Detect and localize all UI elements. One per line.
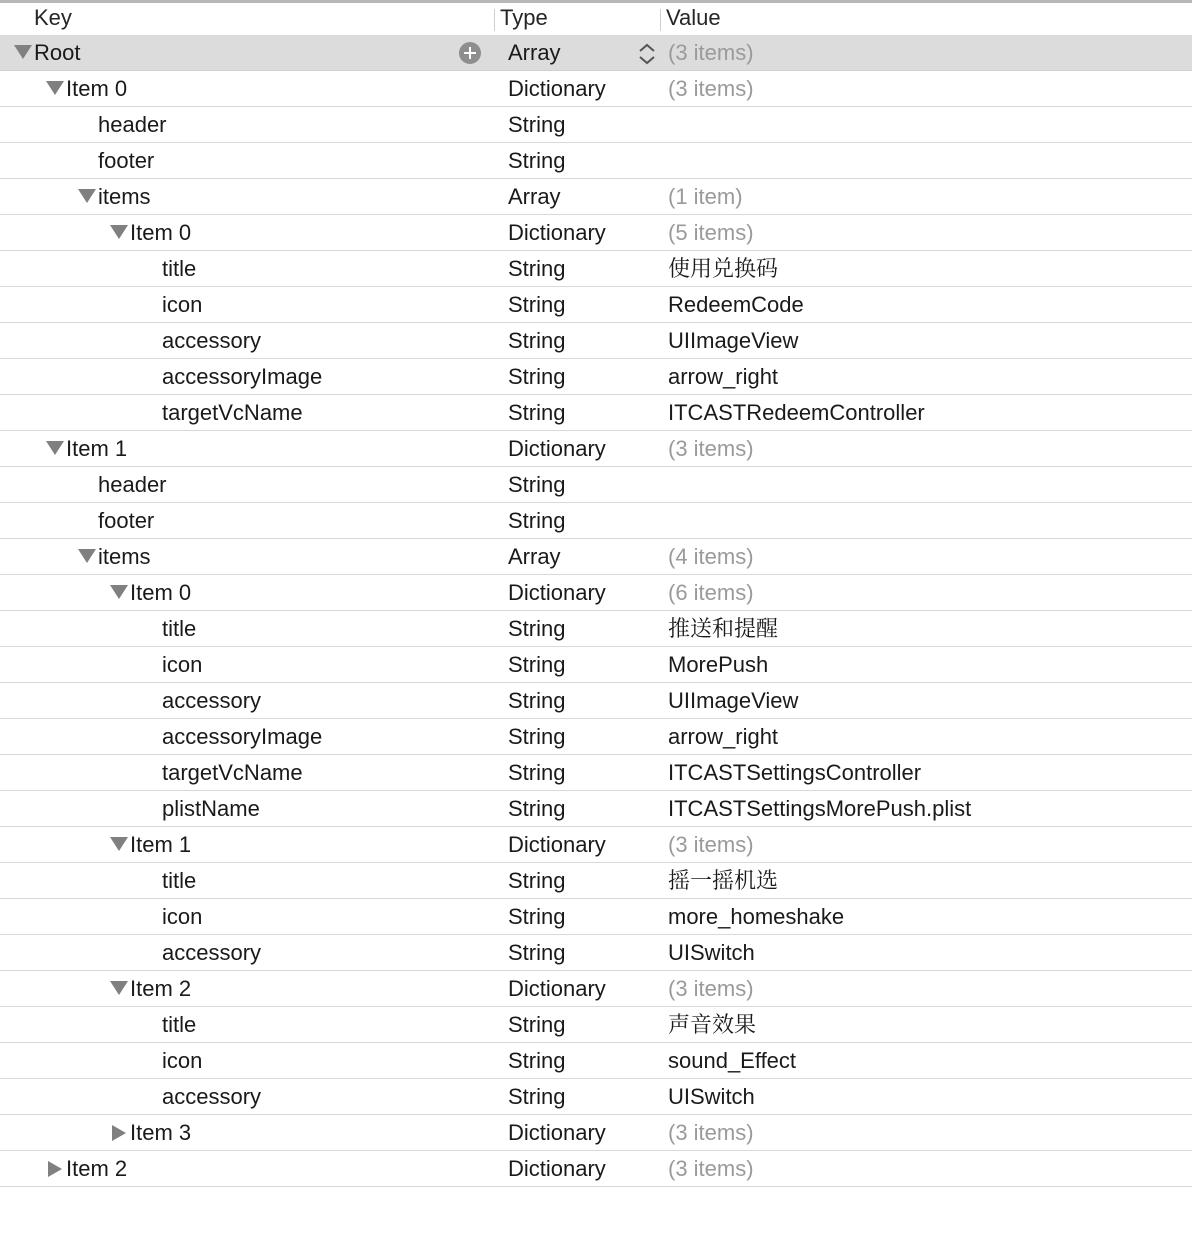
plist-row[interactable] [0,935,1192,971]
row-type[interactable]: String [508,1084,566,1109]
row-value[interactable]: arrow_right [668,364,779,389]
row-value[interactable]: 使用兑换码 [668,256,779,281]
row-value[interactable]: 推送和提醒 [668,616,779,641]
row-type[interactable]: Dictionary [508,1156,606,1181]
row-key[interactable]: accessoryImage [162,364,323,389]
row-value[interactable]: ITCASTRedeemController [668,400,925,425]
plist-row[interactable] [0,71,1192,107]
row-key[interactable]: accessory [162,940,262,965]
row-key[interactable]: Item 2 [66,1156,128,1181]
row-type[interactable]: String [508,256,566,281]
disclosure-triangle-open-icon[interactable] [78,179,96,214]
row-type[interactable]: Array [508,544,561,569]
row-type[interactable]: Dictionary [508,832,606,857]
row-type[interactable]: String [508,1012,566,1037]
plist-row[interactable] [0,1115,1192,1151]
row-value[interactable]: (1 item) [668,184,743,209]
value-column-header[interactable]: Value [666,5,721,30]
row-key[interactable]: accessoryImage [162,724,323,749]
row-value[interactable]: (3 items) [668,40,754,65]
row-type[interactable]: String [508,112,566,137]
plist-row[interactable] [0,791,1192,827]
row-value[interactable]: RedeemCode [668,292,804,317]
row-value[interactable]: (3 items) [668,436,754,461]
row-key[interactable]: title [162,256,197,281]
row-value[interactable]: UIImageView [668,688,799,713]
row-key[interactable]: targetVcName [162,400,303,425]
row-key[interactable]: items [98,544,151,569]
row-value[interactable]: (4 items) [668,544,754,569]
row-value[interactable]: (3 items) [668,976,754,1001]
disclosure-triangle-open-icon[interactable] [14,35,32,70]
row-value[interactable]: 声音效果 [668,1012,757,1037]
row-type[interactable]: String [508,724,566,749]
row-type[interactable]: String [508,760,566,785]
plist-row[interactable] [0,719,1192,755]
row-value[interactable]: UISwitch [668,1084,755,1109]
row-type[interactable]: String [508,328,566,353]
plist-row[interactable] [0,323,1192,359]
disclosure-triangle-open-icon[interactable] [46,71,64,106]
plist-row[interactable] [0,35,1192,71]
plist-outline [0,35,1192,1187]
row-key[interactable]: targetVcName [162,760,303,785]
row-value[interactable]: MorePush [668,652,769,677]
row-key[interactable]: header [98,112,167,137]
row-type[interactable]: String [508,1048,566,1073]
plist-row[interactable] [0,827,1192,863]
plist-row[interactable] [0,1007,1192,1043]
disclosure-triangle-open-icon[interactable] [46,431,64,466]
row-key[interactable]: Item 1 [130,832,192,857]
row-key[interactable]: Item 1 [66,436,128,461]
plist-row[interactable] [0,179,1192,215]
row-key[interactable]: icon [162,292,203,317]
disclosure-triangle-open-icon[interactable] [110,971,128,1006]
row-key[interactable]: Item 0 [130,580,192,605]
row-value[interactable]: (3 items) [668,1156,754,1181]
row-key[interactable]: Root [34,40,81,65]
row-key[interactable]: footer [98,148,155,173]
plist-row[interactable] [0,395,1192,431]
row-type[interactable]: String [508,652,566,677]
type-column-header[interactable]: Type [500,5,548,30]
row-type[interactable]: String [508,292,566,317]
row-key[interactable]: Item 0 [66,76,128,101]
row-key[interactable]: header [98,472,167,497]
row-value[interactable]: sound_Effect [668,1048,797,1073]
column-divider[interactable] [494,9,495,31]
plist-row[interactable] [0,467,1192,503]
disclosure-triangle-open-icon[interactable] [110,827,128,862]
type-popup-chevron-icon[interactable] [637,41,657,65]
row-value[interactable]: more_homeshake [668,904,845,929]
row-type[interactable]: Dictionary [508,220,606,245]
disclosure-triangle-open-icon[interactable] [78,539,96,574]
plist-row[interactable] [0,755,1192,791]
row-key[interactable]: accessory [162,688,262,713]
plist-row[interactable] [0,251,1192,287]
add-item-icon[interactable] [459,42,481,64]
row-type[interactable]: Dictionary [508,580,606,605]
row-key[interactable]: Item 3 [130,1120,192,1145]
plist-row[interactable] [0,971,1192,1007]
key-column-header[interactable]: Key [34,5,72,30]
row-key[interactable]: Item 0 [130,220,192,245]
disclosure-triangle-open-icon[interactable] [110,575,128,610]
row-value[interactable]: (3 items) [668,832,754,857]
plist-row[interactable] [0,1079,1192,1115]
plist-row[interactable] [0,287,1192,323]
plist-row[interactable] [0,143,1192,179]
row-value[interactable]: UISwitch [668,940,755,965]
row-value[interactable]: (5 items) [668,220,754,245]
row-value[interactable]: (3 items) [668,76,754,101]
row-type[interactable]: Dictionary [508,976,606,1001]
row-value[interactable]: (3 items) [668,1120,754,1145]
plist-row[interactable] [0,647,1192,683]
row-type[interactable]: String [508,868,566,893]
plist-row[interactable] [0,683,1192,719]
row-value[interactable]: ITCASTSettingsController [668,760,922,785]
plist-row[interactable] [0,107,1192,143]
plist-row[interactable] [0,899,1192,935]
disclosure-triangle-closed-icon[interactable] [110,1115,128,1150]
row-type[interactable]: Array [508,184,561,209]
row-key[interactable]: accessory [162,1084,262,1109]
row-value[interactable]: (6 items) [668,580,754,605]
row-type[interactable]: String [508,796,566,821]
row-key[interactable]: plistName [162,796,260,821]
row-type[interactable]: String [508,148,566,173]
row-type[interactable]: Dictionary [508,1120,606,1145]
plist-row[interactable] [0,503,1192,539]
row-type[interactable]: String [508,688,566,713]
row-type[interactable]: Dictionary [508,76,606,101]
row-value[interactable]: 摇一摇机选 [668,868,779,893]
row-type[interactable]: String [508,508,566,533]
row-key[interactable]: icon [162,904,203,929]
row-value[interactable]: UIImageView [668,328,799,353]
row-key[interactable]: title [162,868,197,893]
column-divider[interactable] [660,9,661,31]
column-header-bar [0,3,1192,35]
row-type[interactable]: String [508,904,566,929]
row-key[interactable]: icon [162,1048,203,1073]
plist-row[interactable] [0,1043,1192,1079]
plist-row[interactable] [0,215,1192,251]
row-type[interactable]: String [508,616,566,641]
plist-row[interactable] [0,359,1192,395]
row-value[interactable]: arrow_right [668,724,779,749]
row-type[interactable]: String [508,940,566,965]
row-key[interactable]: Item 2 [130,976,192,1001]
row-key[interactable]: items [98,184,151,209]
row-value[interactable]: ITCASTSettingsMorePush.plist [668,796,972,821]
plist-row[interactable] [0,611,1192,647]
row-key[interactable]: icon [162,652,203,677]
disclosure-triangle-open-icon[interactable] [110,215,128,250]
row-key[interactable]: accessory [162,328,262,353]
disclosure-triangle-closed-icon[interactable] [46,1151,64,1186]
plist-row[interactable] [0,539,1192,575]
row-key[interactable]: title [162,616,197,641]
row-key[interactable]: title [162,1012,197,1037]
plist-row[interactable] [0,575,1192,611]
row-type[interactable]: String [508,472,566,497]
row-key[interactable]: footer [98,508,155,533]
row-type[interactable]: Dictionary [508,436,606,461]
plist-row[interactable] [0,1151,1192,1187]
row-type[interactable]: String [508,364,566,389]
row-type[interactable]: String [508,400,566,425]
plist-row[interactable] [0,863,1192,899]
plist-row[interactable] [0,431,1192,467]
row-type[interactable]: Array [508,40,561,65]
